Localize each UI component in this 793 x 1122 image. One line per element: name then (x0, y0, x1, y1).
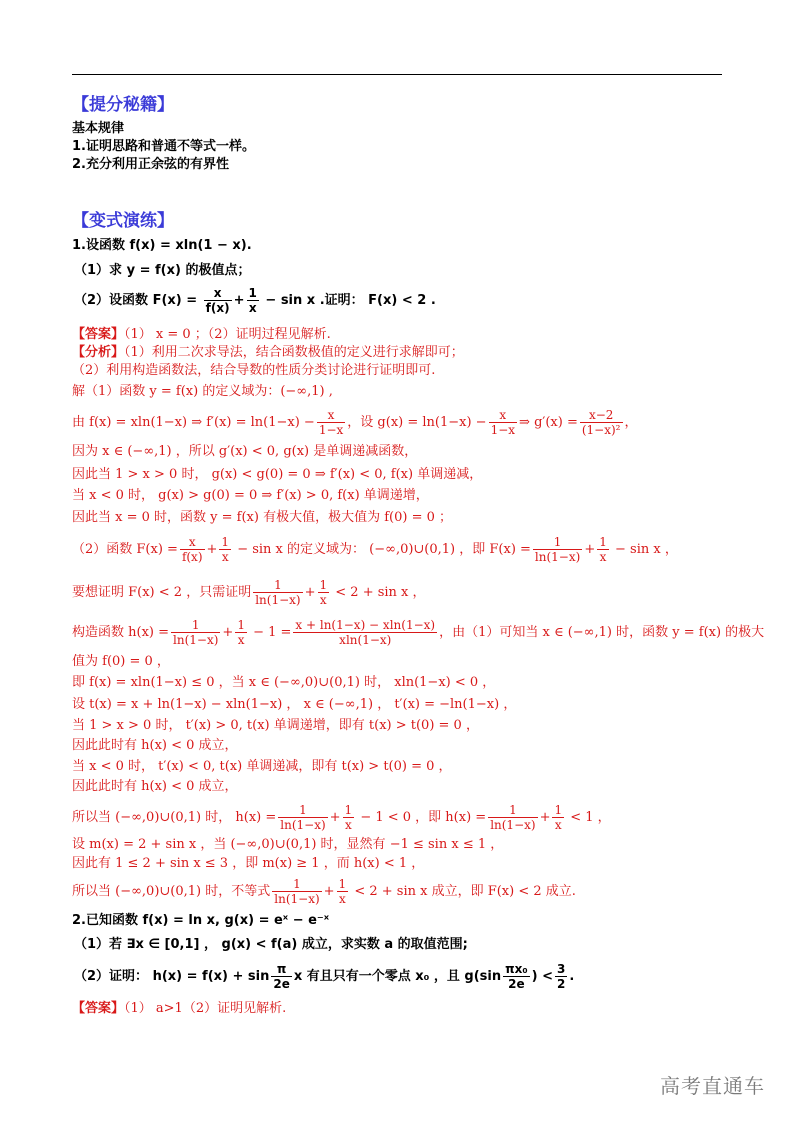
sol-line-4: 因此当 1 > x > 0 时， g(x) < g(0) = 0 ⇒ f′(x) < 0, f(x) 单调递减， (72, 467, 483, 482)
watermark: 高考直通车 (660, 1074, 765, 1098)
heading-tips: 【提分秘籍】 (72, 95, 174, 115)
q2-answer: 【答案】（1） a>1（2）证明见解析. (72, 1001, 287, 1016)
sol-line-11: 即 f(x) = xln(1−x) ≤ 0 ，当 x ∈ (−∞,0)∪(0,1) 时， xln(1−x) < 0 ， (72, 675, 496, 690)
q1-stem: 1.设函数 f(x) = xln(1 − x). (72, 238, 252, 253)
sol-line-9: 构造函数 h(x) = $\frac{1}{\ln(1-x)}$ + $\frac{1}{x}$ − 1 = $\frac{x + \ln(1-x) - xln(1-x)}{xln(1-x)}$ ，由（1）可知当 x ∈ (−∞,1) 时，函数 y = f(x) 的极大 (72, 618, 765, 647)
sol-line-17: 所以当 (−∞,0)∪(0,1) 时， h(x) = $\frac{1}{\ln(1-x)}$ + $\frac{1}{x}$ − 1 < 0 ，即 h(x) = $\frac{1}{\ln(1-x)}$ + $\frac{1}{x}$ < 1 ， (72, 803, 611, 832)
sol-line-19: 因此有 1 ≤ 2 + sin x ≤ 3 ，即 m(x) ≥ 1 ，而 h(x) < 1 ， (72, 856, 425, 871)
sol-line-6: 因此当 x = 0 时，函数 y = f(x) 有极大值，极大值为 f(0) = 0 ； (72, 510, 452, 525)
q1-analysis: 【分析】（1）利用二次求导法，结合函数极值的定义进行求解即可； (72, 345, 464, 360)
sol-line-7: （2）函数 F(x) = $\frac{x}{f(x)}$ + $\frac{1}{x}$ − sin x 的定义域为： (−∞,0)∪(0,1) ，即 F(x) = $\frac{1}{\ln(1-x)}$ + $\frac{1}{x}$ − sin x ， (72, 535, 678, 564)
sol-line-18: 设 m(x) = 2 + sin x ，当 (−∞,0)∪(0,1) 时，显然有 −1 ≤ sin x ≤ 1 ， (72, 837, 504, 852)
q1-part2: （2）设函数 F(x) = $\frac{x}{f(x)}$ + $\frac{1}{x}$ − sin x .证明： F(x) < 2 . (74, 286, 436, 315)
sol-line-20: 所以当 (−∞,0)∪(0,1) 时，不等式 $\frac{1}{\ln(1-x)}$ + $\frac{1}{x}$ < 2 + sin x 成立，即 F(x) < 2 成立. (72, 877, 576, 906)
q1-answer: 【答案】（1） x = 0 ；（2）证明过程见解析. (72, 327, 331, 342)
q1-analysis-2: （2）利用构造函数法，结合导数的性质分类讨论进行证明即可. (72, 363, 436, 378)
q2-stem: 2.已知函数 f(x) = ln x, g(x) = eˣ − e⁻ˣ (72, 913, 330, 928)
q2-part2: （2）证明： h(x) = f(x) + sin $\frac{\pi}{2e}$ x 有且只有一个零点 x₀ ，且 g(sin $\frac{\text{πx₀}}{2e}$ ) < $\frac{3}{2}$ . (74, 962, 575, 991)
sol-line-1: 解（1）函数 y = f(x) 的定义域为：(−∞,1) , (72, 384, 333, 399)
q2-part1: （1）若 ∃x ∈ [0,1] ， g(x) < f(a) 成立，求实数 a 的取值范围; (74, 937, 468, 952)
sol-line-2: 由 f(x) = xln(1−x) ⇒ f′(x) = ln(1−x) − $\frac{x}{1-x}$ ，设 g(x) = ln(1−x) − $\frac{x}{1-x}$ ⇒ g′(x) = $\frac{x-2}{\text{(1−x)²}}$ ， (72, 408, 638, 437)
q1-part1: （1）求 y = f(x) 的极值点； (74, 263, 251, 278)
heading-practice: 【变式演练】 (72, 211, 174, 231)
sol-line-12: 设 t(x) = x + ln(1−x) − xln(1−x) ， x ∈ (−∞,1) ， t′(x) = −ln(1−x) ， (72, 697, 517, 712)
sol-line-13: 当 1 > x > 0 时， t′(x) > 0, t(x) 单调递增，即有 t(x) > t(0) = 0 ， (72, 718, 479, 733)
sol-line-15: 当 x < 0 时， t′(x) < 0, t(x) 单调递减，即有 t(x) > t(0) = 0 ， (72, 759, 452, 774)
top-rule (72, 74, 722, 75)
sol-line-14: 因此此时有 h(x) < 0 成立， (72, 738, 238, 753)
sol-line-10: 值为 f(0) = 0 ， (72, 654, 170, 669)
tips-line-3: 2.充分利用正余弦的有界性 (72, 157, 229, 172)
tips-line-1: 基本规律 (72, 121, 125, 136)
sol-line-8: 要想证明 F(x) < 2 ，只需证明 $\frac{1}{\ln(1-x)}$ + $\frac{1}{x}$ < 2 + sin x ， (72, 578, 426, 607)
sol-line-3: 因为 x ∈ (−∞,1) ，所以 g′(x) < 0, g(x) 是单调递减函数， (72, 444, 418, 459)
sol-line-5: 当 x < 0 时， g(x) > g(0) = 0 ⇒ f′(x) > 0, f(x) 单调递增， (72, 488, 429, 503)
tips-line-2: 1.证明思路和普通不等式一样。 (72, 139, 255, 154)
sol-line-16: 因此此时有 h(x) < 0 成立， (72, 779, 238, 794)
